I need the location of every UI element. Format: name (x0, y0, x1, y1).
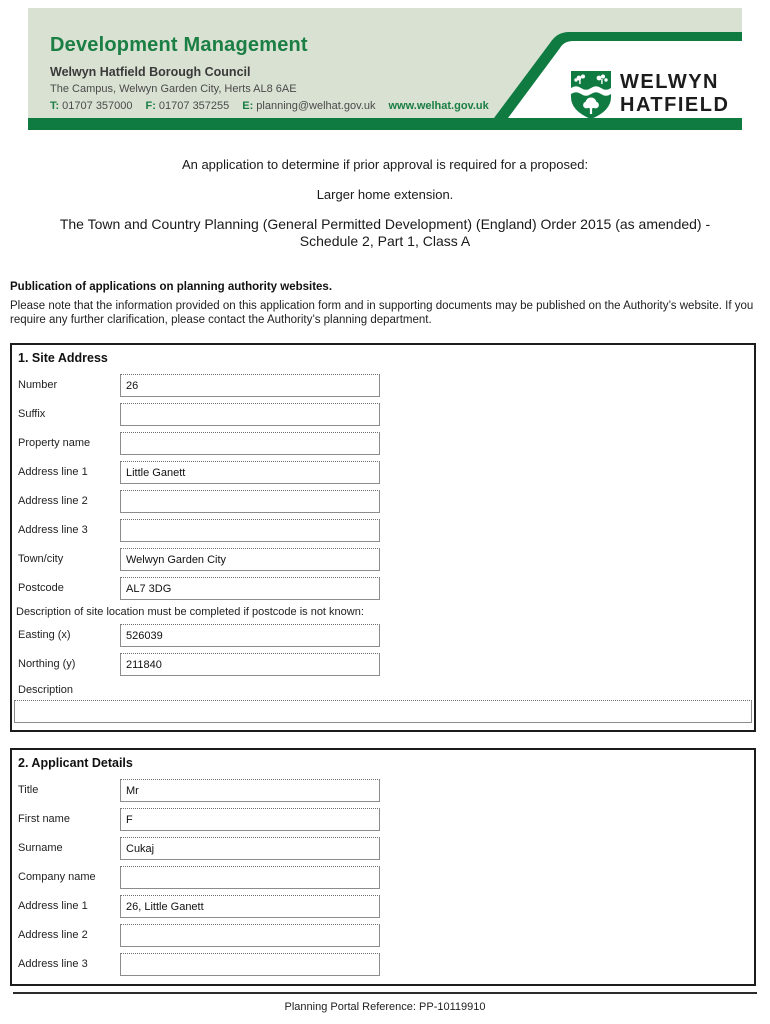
field-row-suffix (18, 403, 754, 426)
postcode-input[interactable] (120, 577, 380, 600)
field-row-applicant-address-line-3 (18, 953, 754, 976)
field-label: Address line 1 (18, 900, 88, 912)
application-type: Larger home extension. (316, 187, 454, 202)
section-title: 2. Applicant Details (18, 756, 133, 770)
fax-label: F: (145, 100, 156, 112)
easting-input[interactable] (120, 624, 380, 647)
publication-notice-body: Please note that the information provided on this application form and in supporting documents may be published on the Authority’s website. If you require any further clarification, please contact the Authority’s planning department. (10, 300, 754, 326)
applicant-title-input[interactable] (120, 779, 380, 802)
field-label: Title (18, 784, 39, 796)
planning-portal-reference: Planning Portal Reference: PP-10119910 (284, 1001, 486, 1013)
field-row-town-city (18, 548, 754, 571)
surname-input[interactable] (120, 837, 380, 860)
property-name-input[interactable] (120, 432, 380, 455)
field-label: Town/city (18, 553, 64, 565)
field-row-applicant-address-line-1 (18, 895, 754, 918)
field-row-easting (18, 624, 754, 647)
description-label: Description (18, 684, 74, 696)
logo-line-2: HATFIELD (620, 94, 730, 116)
field-label: Address line 2 (18, 929, 88, 941)
section-applicant-details (10, 748, 756, 986)
email-label: E: (242, 100, 254, 112)
email-address: planning@welhat.gov.uk (256, 100, 376, 112)
field-row-property-name (18, 432, 754, 455)
department-title: Development Management (50, 34, 308, 56)
header-bottom-bar (28, 118, 742, 130)
suffix-input[interactable] (120, 403, 380, 426)
number-input[interactable] (120, 374, 380, 397)
order-title-line-1: The Town and Country Planning (General Permitted Development) (England) Order 2015 (as amended) - (59, 216, 711, 232)
council-crest-icon (570, 70, 612, 120)
order-title-line-2: Schedule 2, Part 1, Class A (299, 233, 471, 249)
order-title (14, 216, 756, 250)
field-label: Northing (y) (18, 658, 76, 670)
field-label: Easting (x) (18, 629, 71, 641)
field-row-address-line-1 (18, 461, 754, 484)
section-title: 1. Site Address (18, 351, 108, 365)
application-intro-line: An application to determine if prior approval is required for a proposed: (181, 157, 589, 172)
field-label: First name (18, 813, 70, 825)
phone-label: T: (50, 100, 60, 112)
address-line-2-input[interactable] (120, 490, 380, 513)
field-row-applicant-address-line-2 (18, 924, 754, 947)
applicant-address-line-1-input[interactable] (120, 895, 380, 918)
letterhead (28, 8, 742, 130)
field-row-company-name (18, 866, 754, 889)
town-city-input[interactable] (120, 548, 380, 571)
field-row-postcode (18, 577, 754, 600)
field-label: Postcode (18, 582, 64, 594)
website-link[interactable]: www.welhat.gov.uk (388, 100, 489, 112)
field-row-surname (18, 837, 754, 860)
applicant-address-line-3-input[interactable] (120, 953, 380, 976)
address-line-3-input[interactable] (120, 519, 380, 542)
council-logo-text (620, 71, 729, 117)
field-label: Surname (18, 842, 63, 854)
field-label: Number (18, 379, 58, 391)
field-row-first-name (18, 808, 754, 831)
field-label: Property name (18, 437, 91, 449)
council-address: The Campus, Welwyn Garden City, Herts AL8 6AE (50, 83, 297, 95)
address-line-1-input[interactable] (120, 461, 380, 484)
first-name-input[interactable] (120, 808, 380, 831)
field-label: Address line 2 (18, 495, 88, 507)
description-input[interactable] (14, 700, 752, 723)
field-row-title (18, 779, 754, 802)
field-row-northing (18, 653, 754, 676)
logo-line-1: WELWYN (620, 71, 719, 93)
field-label: Address line 3 (18, 958, 88, 970)
council-contact-line (50, 100, 489, 112)
field-label: Address line 3 (18, 524, 88, 536)
council-name: Welwyn Hatfield Borough Council (50, 65, 251, 79)
fax-number: 01707 357255 (158, 100, 230, 112)
field-label: Address line 1 (18, 466, 88, 478)
company-name-input[interactable] (120, 866, 380, 889)
site-location-note: Description of site location must be completed if postcode is not known: (16, 606, 364, 618)
field-label: Suffix (18, 408, 46, 420)
applicant-address-line-2-input[interactable] (120, 924, 380, 947)
section-site-address (10, 343, 756, 732)
northing-input[interactable] (120, 653, 380, 676)
field-row-number (18, 374, 754, 397)
field-label: Company name (18, 871, 96, 883)
phone-number: 01707 357000 (62, 100, 133, 112)
field-row-address-line-2 (18, 490, 754, 513)
field-row-address-line-3 (18, 519, 754, 542)
footer-divider (13, 992, 757, 994)
publication-notice-heading: Publication of applications on planning authority websites. (10, 281, 333, 293)
